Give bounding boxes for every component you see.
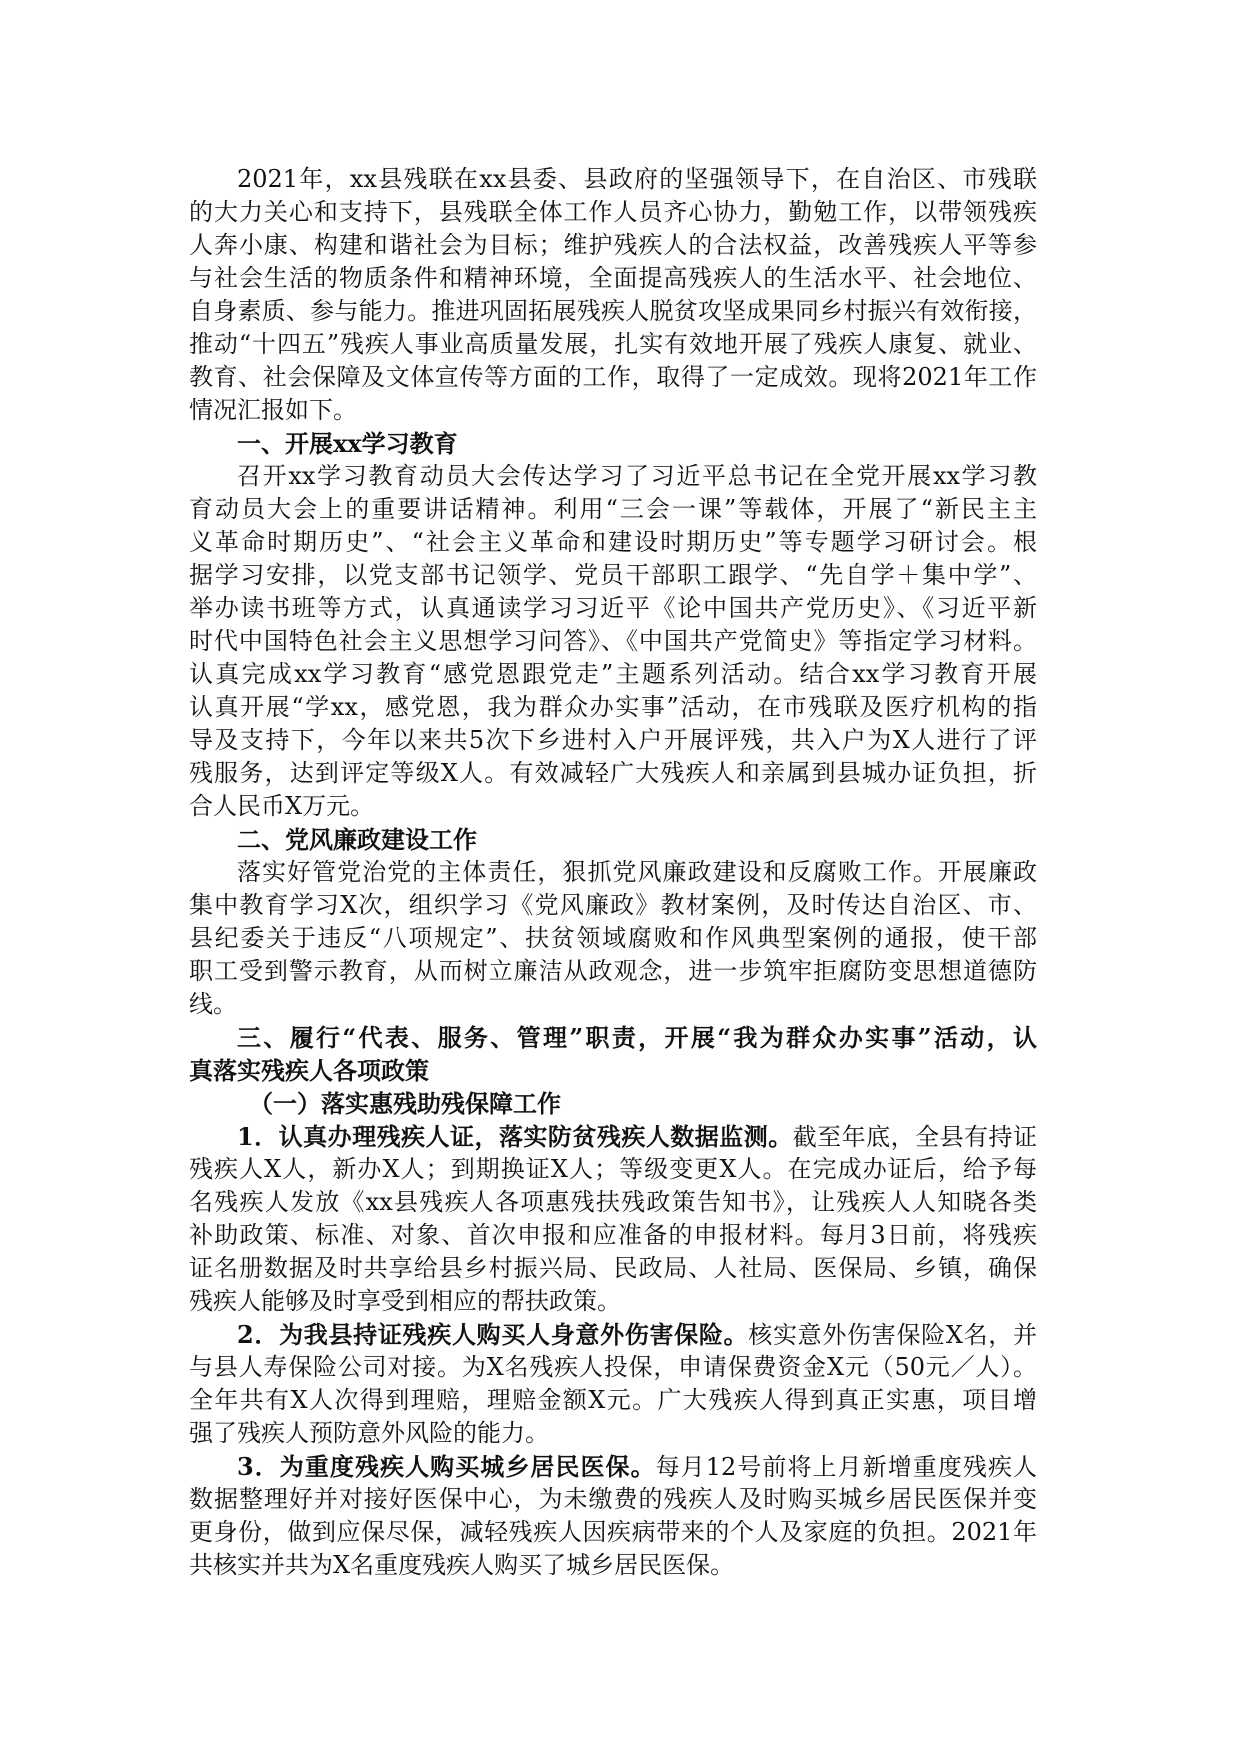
text-line: 共核实并共为X名重度残疾人购买了城乡居民医保。 — [189, 1551, 735, 1579]
text-line: 落实好管党治党的主体责任，狠抓党风廉政建设和反腐败工作。开展廉政 — [237, 858, 1037, 886]
section-1-paragraph — [189, 460, 1037, 823]
text-line: 2021年，xx县残联在xx县委、县政府的坚强领导下，在自治区、市残联 — [237, 165, 1037, 193]
text-line: 补助政策、标准、对象、首次申报和应准备的申报材料。每月3日前，将残疾 — [189, 1221, 1037, 1249]
text-line: 据学习安排，以党支部书记领学、党员干部职工跟学、“先自学＋集中学”、 — [189, 561, 1037, 589]
text-line: 更身份，做到应保尽保，减轻残疾人因疾病带来的个人及家庭的负担。2021年 — [189, 1518, 1037, 1546]
text-line: 证名册数据及时共享给县乡村振兴局、民政局、人社局、医保局、乡镇，确保 — [189, 1254, 1037, 1282]
text-line: 的大力关心和支持下，县残联全体工作人员齐心协力，勤勉工作，以带领残疾 — [189, 198, 1037, 226]
text-line: 数据整理好并对接好医保中心，为未缴费的残疾人及时购买城乡居民医保并变 — [189, 1485, 1037, 1513]
text-line: 推动“十四五”残疾人事业高质量发展，扎实有效地开展了残疾人康复、就业、 — [189, 330, 1037, 358]
section-heading-1 — [189, 427, 1037, 460]
text-line: 残服务，达到评定等级X人。有效减轻广大残疾人和亲属到县城办证负担，折 — [189, 759, 1037, 787]
item-text: 核实意外伤害保险X名，并 — [748, 1321, 1037, 1349]
text-line — [189, 1120, 1037, 1153]
text-line: 真落实残疾人各项政策 — [189, 1056, 429, 1085]
text-line: 残疾人能够及时享受到相应的帮扶政策。 — [189, 1287, 621, 1315]
text-line: 情况汇报如下。 — [189, 396, 357, 424]
item-text: 截至年底，全县有持证 — [792, 1123, 1038, 1151]
text-line: 认真完成xx学习教育“感党恩跟党走”主题系列活动。结合xx学习教育开展 — [189, 660, 1037, 688]
item-lead-bold: 3．为重度残疾人购买城乡居民医保。 — [237, 1452, 656, 1481]
text-line: 与县人寿保险公司对接。为X名残疾人投保，申请保费资金X元（50元／人）。 — [189, 1353, 1037, 1381]
text-line: 教育、社会保障及文体宣传等方面的工作，取得了一定成效。现将2021年工作 — [189, 363, 1037, 391]
item-text: 每月12号前将上月新增重度残疾人 — [655, 1453, 1038, 1481]
text-line: 残疾人X人，新办X人；到期换证X人；等级变更X人。在完成办证后，给予每 — [189, 1155, 1037, 1183]
text-line: 二、党风廉政建设工作 — [237, 825, 477, 854]
text-line: 全年共有X人次得到理赔，理赔金额X元。广大残疾人得到真正实惠，项目增 — [189, 1386, 1037, 1414]
text-line: 自身素质、参与能力。推进巩固拓展残疾人脱贫攻坚成果同乡村振兴有效衔接， — [189, 297, 1037, 325]
item-lead-bold: 1．认真办理残疾人证，落实防贫残疾人数据监测。 — [237, 1122, 793, 1151]
text-line — [189, 1450, 1037, 1483]
intro-paragraph — [189, 163, 1037, 427]
text-line: 强了残疾人预防意外风险的能力。 — [189, 1419, 549, 1447]
text-line — [189, 1318, 1037, 1351]
text-line: 一、开展xx学习教育 — [237, 429, 458, 458]
text-line: 育动员大会上的重要讲话精神。利用“三会一课”等载体，开展了“新民主主 — [189, 495, 1037, 523]
text-line: 举办读书班等方式，认真通读学习习近平《论中国共产党历史》、《习近平新 — [189, 594, 1037, 622]
text-line: 认真开展“学xx，感党恩，我为群众办实事”活动，在市残联及医疗机构的指 — [189, 693, 1037, 721]
document-body — [189, 163, 1037, 1582]
text-line: 与社会生活的物质条件和精神环境，全面提高残疾人的生活水平、社会地位、 — [189, 264, 1037, 292]
item-1-paragraph — [189, 1120, 1037, 1318]
section-heading-3 — [189, 1021, 1037, 1087]
text-line: 合人民币X万元。 — [189, 792, 375, 820]
item-lead-bold: 2．为我县持证残疾人购买人身意外伤害保险。 — [237, 1320, 749, 1349]
section-2-paragraph — [189, 856, 1037, 1021]
text-line: 时代中国特色社会主义思想学习问答》、《中国共产党简史》等指定学习材料。 — [189, 627, 1037, 655]
text-line: 召开xx学习教育动员大会传达学习了习近平总书记在全党开展xx学习教 — [237, 462, 1037, 490]
item-2-paragraph — [189, 1318, 1037, 1450]
text-line: 职工受到警示教育，从而树立廉洁从政观念，进一步筑牢拒腐防变思想道德防 — [189, 957, 1037, 985]
text-line: 人奔小康、构建和谐社会为目标；维护残疾人的合法权益，改善残疾人平等参 — [189, 231, 1037, 259]
text-line: 县纪委关于违反“八项规定”、扶贫领域腐败和作风典型案例的通报，使干部 — [189, 924, 1037, 952]
text-line: 线。 — [189, 990, 237, 1018]
text-line: 名残疾人发放《xx县残疾人各项惠残扶残政策告知书》，让残疾人人知晓各类 — [189, 1188, 1037, 1216]
subsection-heading-1 — [189, 1087, 1037, 1120]
text-line: 三、履行“代表、服务、管理”职责，开展“我为群众办实事”活动，认 — [237, 1023, 1037, 1052]
text-line: 导及支持下，今年以来共5次下乡进村入户开展评残，共入户为X人进行了评 — [189, 726, 1037, 754]
text-line: （一）落实惠残助残保障工作 — [249, 1089, 561, 1118]
section-heading-2 — [189, 823, 1037, 856]
text-line: 集中教育学习X次，组织学习《党风廉政》教材案例，及时传达自治区、市、 — [189, 891, 1037, 919]
text-line: 义革命时期历史”、“社会主义革命和建设时期历史”等专题学习研讨会。根 — [189, 528, 1037, 556]
item-3-paragraph — [189, 1450, 1037, 1582]
